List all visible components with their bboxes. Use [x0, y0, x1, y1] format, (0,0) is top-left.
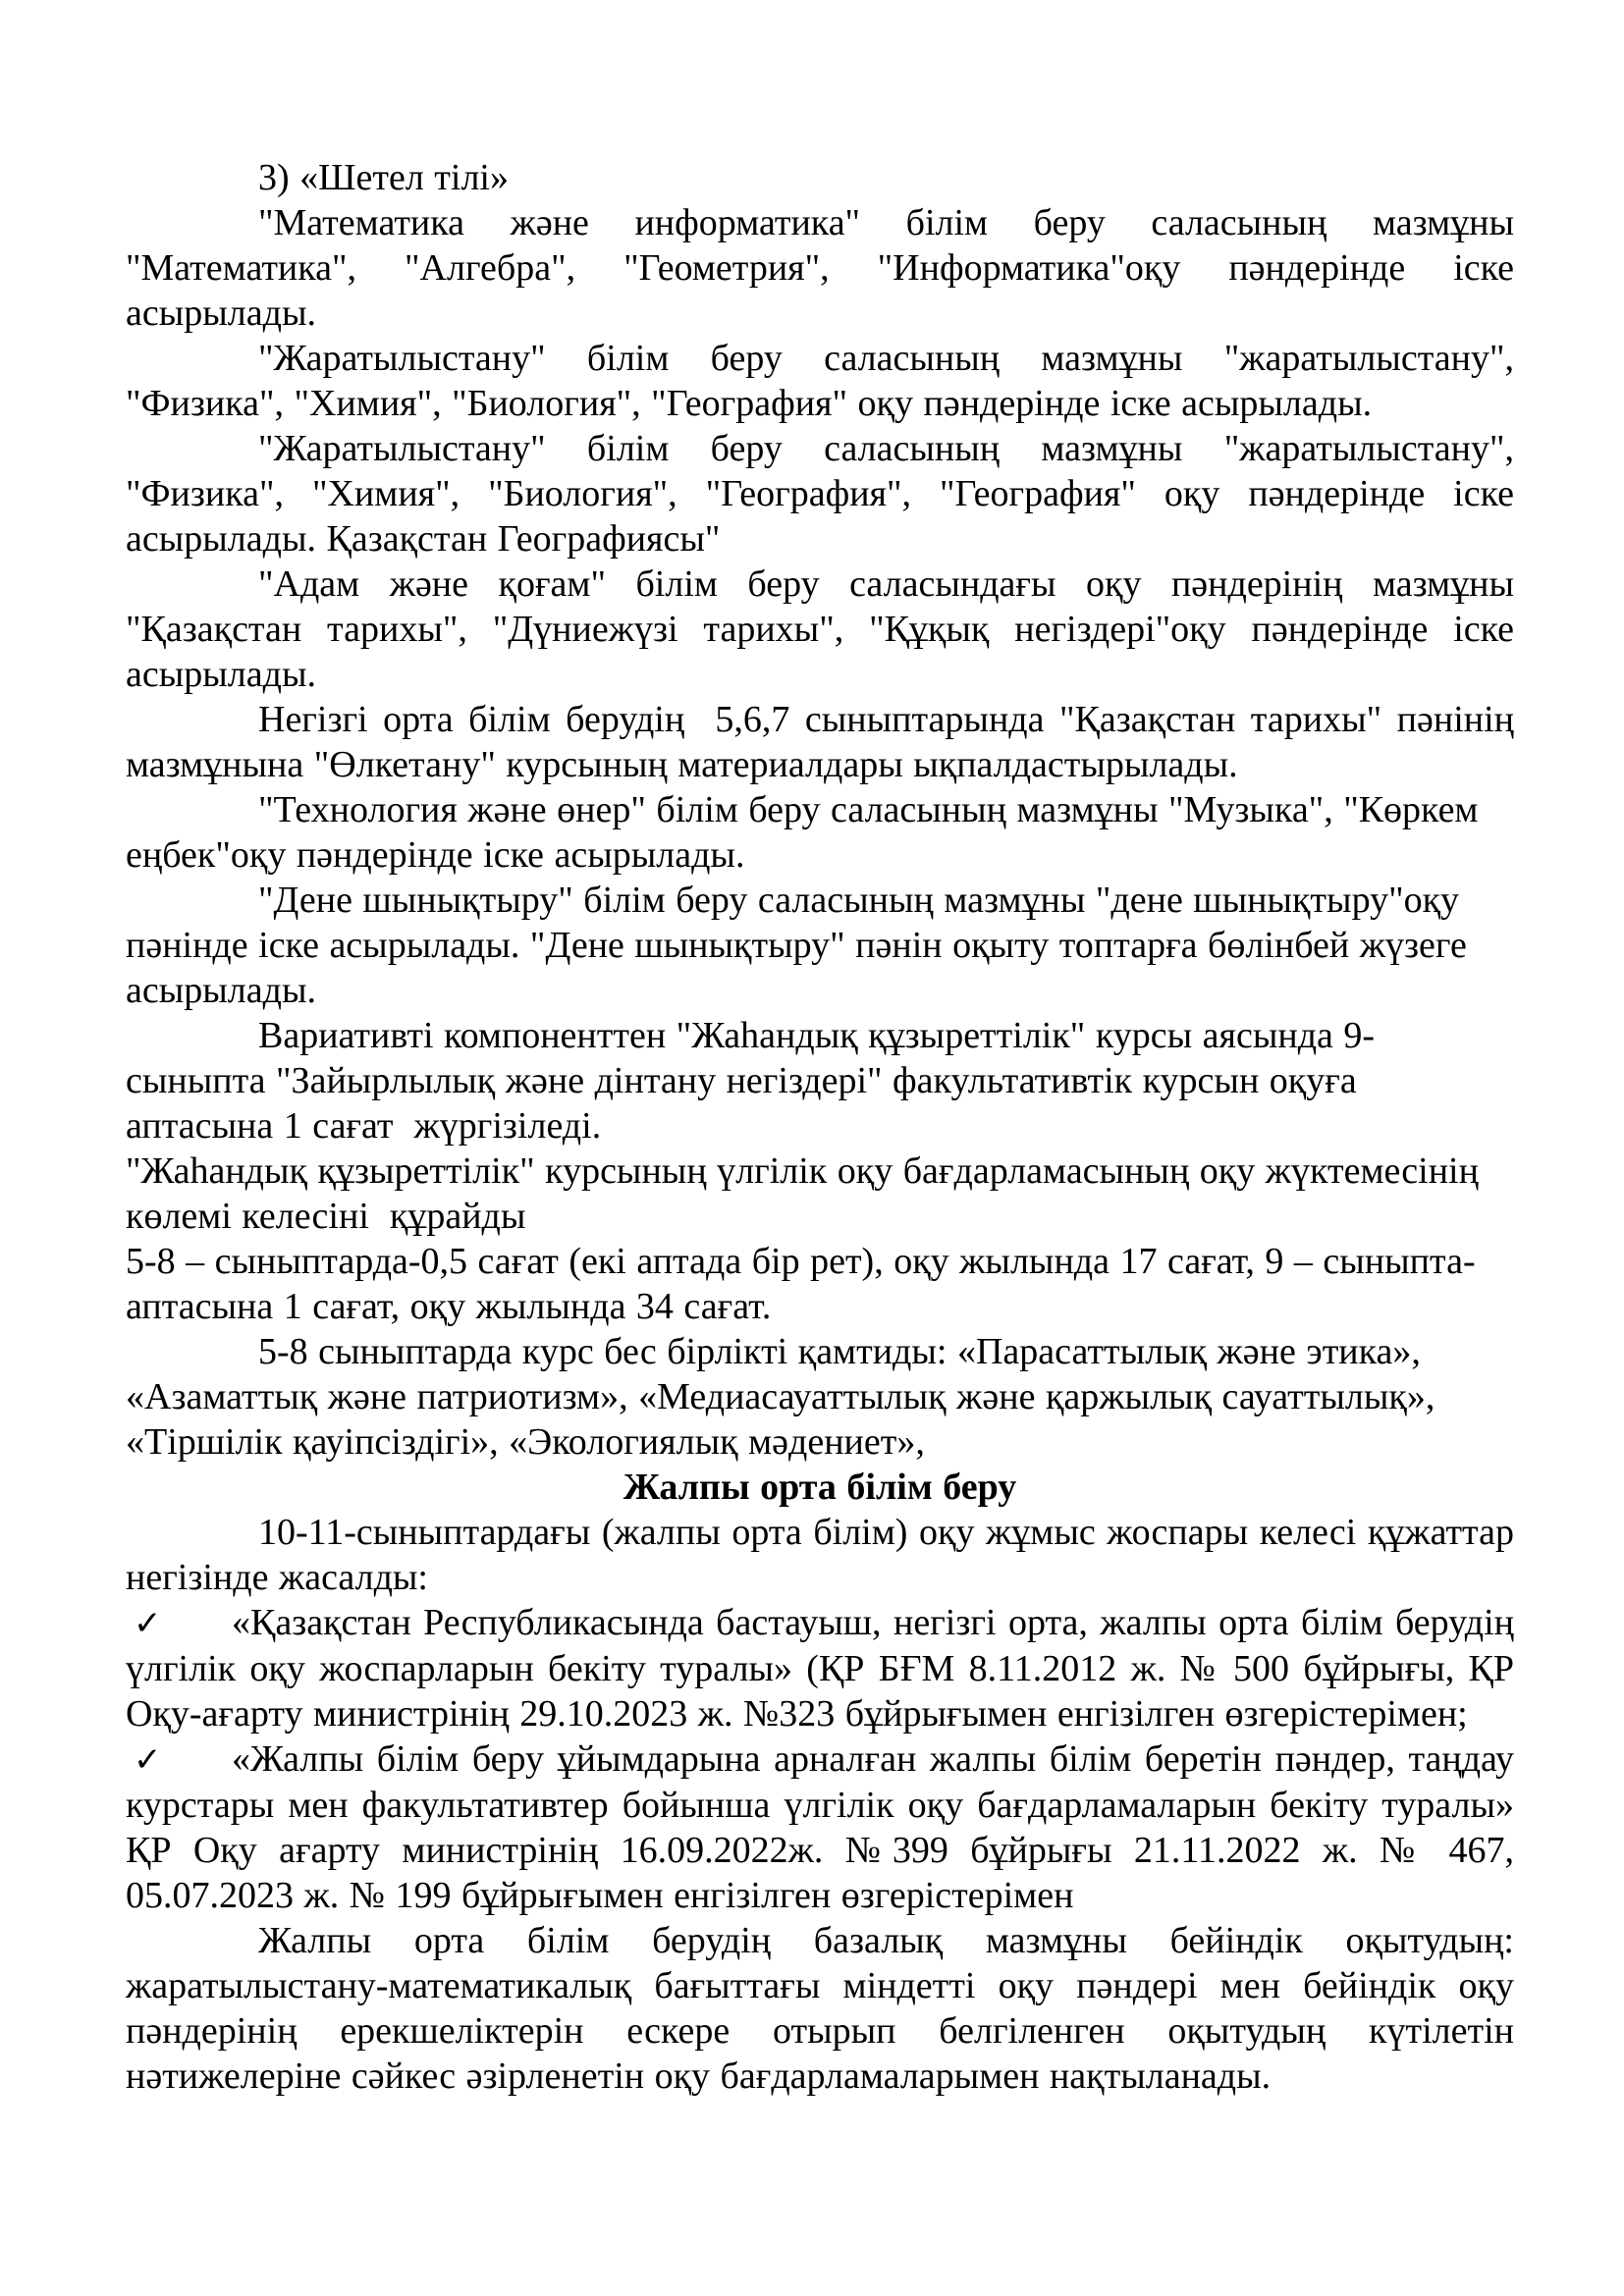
paragraph-course-five-units: 5-8 сыныптарда курс бес бірлікті қамтиды: «Парасаттылық және этика», «Азаматтық және патриотизм», «Медиасауаттылық және қаржылық сауаттылық», «Тіршілік қауіпсіздігі», «Экологиялық мәдениет»,	[126, 1331, 1435, 1463]
bullet-item-decree-500	[126, 1600, 1514, 1736]
paragraph-technology-and-art: "Технология және өнер" білім беру саласының мазмұны "Музыка", "Көркем еңбек"оқу пәндерінде іске асырылады.	[126, 789, 1479, 876]
paragraph-natural-science-1: "Жаратылыстану" білім беру саласының мазмұны "жаратылыстану", "Физика", "Химия", "Биология", "География" оқу пәндерінде іске асырылады.	[126, 338, 1514, 424]
bullet-item-decree-399	[126, 1736, 1514, 1918]
paragraph-basic-content-profile-education: Жалпы орта білім берудің базалық мазмұны бейіндік оқытудың: жаратылыстану-математикалық бағыттағы міндетті оқу пәндері мен бейіндік оқу пәндерінің ерекшеліктерін ескере отырып белгіленген оқытудың күтілетін нәтижелеріне сәйкес әзірленетін оқу бағдарламаларымен нақтыланады.	[126, 1920, 1514, 2097]
paragraph-human-and-society: "Адам және қоғам" білім беру саласындағы оқу пәндерінің мазмұны "Қазақстан тарихы", "Дүниежүзі тарихы", "Құқық негіздері"оқу пәндерінде іске асырылады.	[126, 563, 1514, 695]
paragraph-variative-component: Вариативті компоненттен "Жаһандық құзыреттілік" курсы аясында 9-сыныпта "Зайырлылық және дінтану негіздері" факультативтік курсын оқуға аптасына 1 сағат жүргізіледі.	[126, 1015, 1376, 1147]
paragraph-natural-science-2: "Жаратылыстану" білім беру саласының мазмұны "жаратылыстану", "Физика", "Химия", "Биология", "География", "География" оқу пәндерінде іске асырылады. Қазақстан Географиясы"	[126, 428, 1514, 560]
paragraph-foreign-language-item: 3) «Шетел тілі»	[258, 157, 509, 198]
section-heading-general-secondary-education: Жалпы орта білім беру	[623, 1467, 1017, 1508]
paragraph-hours-5-8-and-9: 5-8 – сыныптарда-0,5 сағат (екі аптада бір рет), оқу жылында 17 сағат, 9 – сыныпта-аптасына 1 сағат, оқу жылында 34 сағат.	[126, 1241, 1476, 1327]
paragraph-10-11-work-plan: 10-11-сыныптардағы (жалпы орта білім) оқу жұмыс жоспары келесі құжаттар негізінде жасалды:	[126, 1512, 1514, 1598]
checkmark-bullet-icon: ✓	[134, 1740, 162, 1780]
bullet-item-decree-399-text: «Жалпы білім беру ұйымдарына арналған жалпы білім беретін пәндер, таңдау курстары мен факультативтер бойынша үлгілік оқу бағдарламаларын бекіту туралы» ҚР Оқу ағарту министрінің 16.09.2022ж. №399 бұйрығы 21.11.2022 ж. № 467, 05.07.2023 ж. № 199 бұйрығымен енгізілген өзгерістерімен	[126, 1738, 1514, 1916]
checkmark-bullet-icon: ✓	[134, 1604, 162, 1643]
paragraph-math-informatics: "Математика және информатика" білім беру саласының мазмұны "Математика", "Алгебра", "Геометрия", "Информатика"оқу пәндерінде іске асырылады.	[126, 202, 1514, 334]
paragraph-physical-education: "Дене шынықтыру" білім беру саласының мазмұны "дене шынықтыру"оқу пәнінде іске асырылады. "Дене шынықтыру" пәнін оқыту топтарға бөлінбей жүзеге асырылады.	[126, 880, 1467, 1011]
paragraph-olketanu-integration: Негізгі орта білім берудің 5,6,7 сыныптарында "Қазақстан тарихы" пәнінің мазмұнына "Өлкетану" курсының материалдары ықпалдастырылады.	[126, 699, 1514, 785]
paragraph-global-competence-workload: "Жаһандық құзыреттілік" курсының үлгілік оқу бағдарламасының оқу жүктемесінің көлемі келесіні құрайды	[126, 1150, 1479, 1237]
bullet-item-decree-500-text: «Қазақстан Республикасында бастауыш, негізгі орта, жалпы орта білім берудің үлгілік оқу жоспарларын бекіту туралы» (ҚР БҒМ 8.11.2012 ж. № 500 бұйрығы, ҚР Оқу-ағарту министрінің 29.10.2023 ж. №323 бұйрығымен енгізілген өзгерістерімен;	[126, 1602, 1514, 1735]
